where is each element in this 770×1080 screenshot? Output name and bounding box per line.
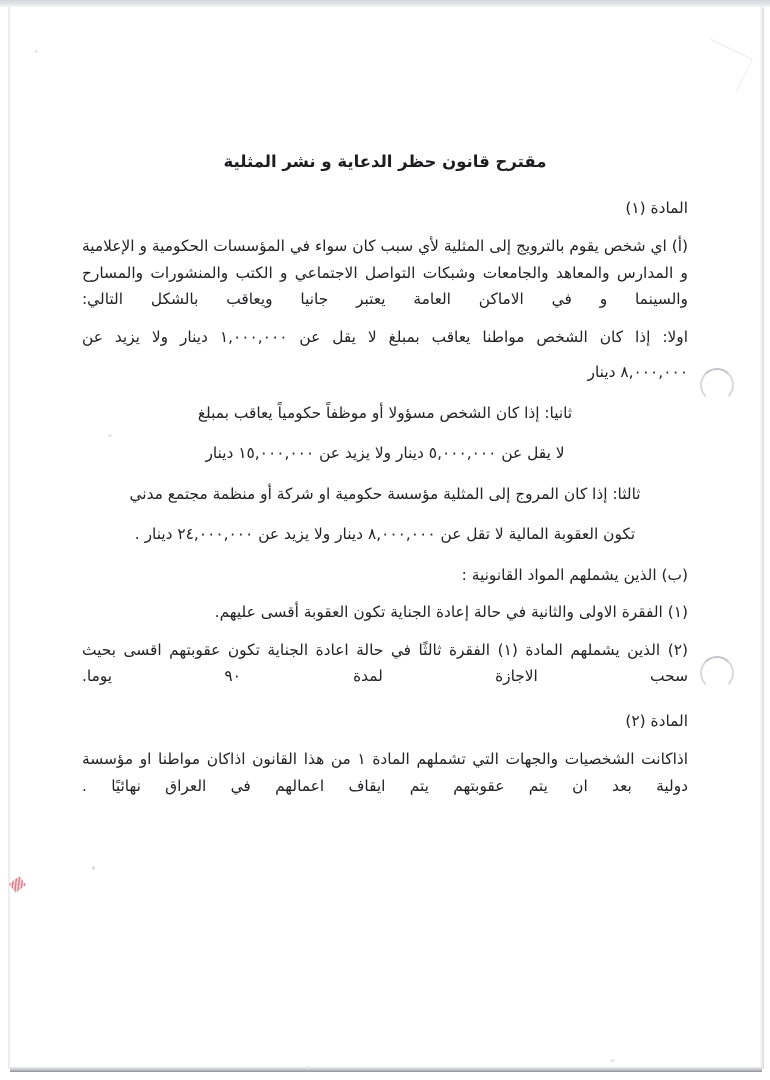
paper-speck xyxy=(610,1059,615,1062)
article-one-item-third-line-1: ثالثا: إذا كان المروج إلى المثلية مؤسسة حكومية او شركة أو منظمة مجتمع مدني xyxy=(129,484,641,503)
article-one-clause-a: (أ) اي شخص يقوم بالترويج إلى المثلية لأي سبب كان سواء في المؤسسات الحكومية و الإعلامية و المدارس والمعاهد والجامعات وشبكات التواصل الاجتماعي و الكتب والمنشورات والمسارح والسينما و في الاماكن العامة يعتبر جانيا ويعاقب بالشكل التالي: xyxy=(82,237,688,309)
article-one-item-second-line-2: لا يقل عن ٥,٠٠٠,٠٠٠ دينار ولا يزيد عن ١٥,٠٠٠,٠٠٠ دينار xyxy=(205,444,565,463)
document-text-block xyxy=(82,150,688,810)
article-one-sub-item-1: (١) الفقرة الاولى والثانية في حالة إعادة الجناية تكون العقوبة أقسى عليهم. xyxy=(214,603,688,622)
article-one-item-second-line-1: ثانيا: إذا كان الشخص مسؤولا أو موظفاً حكومياً يعاقب بمبلغ xyxy=(197,403,573,422)
scan-right-edge xyxy=(760,7,764,1069)
article-two-heading: المادة (٢) xyxy=(625,711,688,730)
article-one-clause-b: (ب) الذين يشملهم المواد القانونية : xyxy=(461,565,688,584)
article-one-item-third-line-2: تكون العقوبة المالية لا تقل عن ٨,٠٠٠,٠٠٠ دينار ولا يزيد عن ٢٤,٠٠٠,٠٠٠ دينار . xyxy=(134,525,636,544)
document-title: مقترح قانون حظر الدعاية و نشر المثلية xyxy=(223,152,547,171)
article-one-item-first-line-2: ٨,٠٠٠,٠٠٠ دينار xyxy=(587,363,688,382)
paper-speck xyxy=(92,866,95,870)
paper-speck xyxy=(305,1066,309,1069)
punch-hole-icon xyxy=(700,656,734,690)
article-one-heading: المادة (١) xyxy=(625,198,688,217)
scan-bottom-margin xyxy=(0,1072,770,1080)
article-two-body: اذاكانت الشخصيات والجهات التي تشملهم المادة ١ من هذا القانون اذاكان مواطنا او مؤسسة دولية بعد ان يتم عقوبتهم يتم ايقاف اعمالهم في العراق نهائيًا . xyxy=(82,750,688,795)
scan-left-edge xyxy=(8,7,11,1069)
scan-top-edge xyxy=(0,0,770,7)
punch-hole-icon xyxy=(700,368,734,402)
paper-speck xyxy=(35,50,38,53)
article-one-item-first-line-1: اولا: إذا كان الشخص مواطنا يعاقب بمبلغ لا يقل عن ١,٠٠٠,٠٠٠ دينار ولا يزيد عن xyxy=(82,327,688,346)
article-one-sub-item-2: (٢) الذين يشملهم المادة (١) الفقرة ثالثًا في حالة اعادة الجناية تكون عقوبتهم اقسى بحيث سحب الاجازة لمدة ٩٠ يوما. xyxy=(82,640,689,686)
